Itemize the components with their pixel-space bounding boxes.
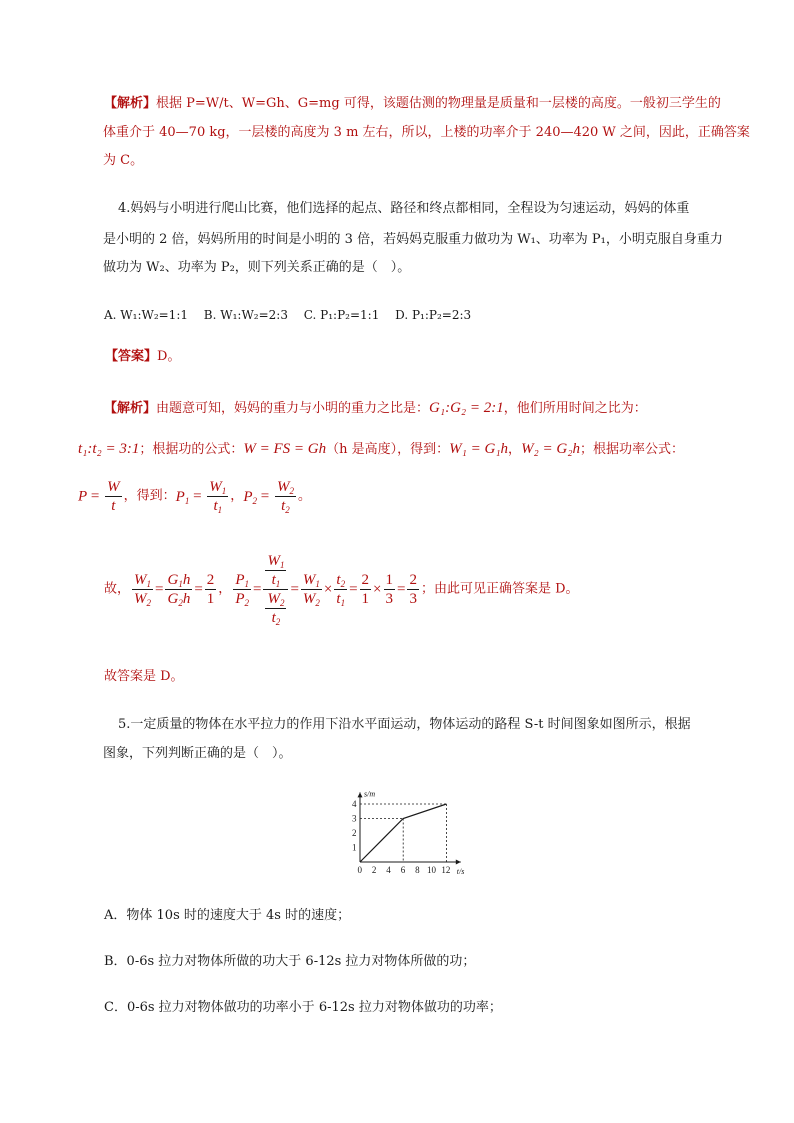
- q4-stem-line-2: 是小明的 2 倍，妈妈所用的时间是小明的 3 倍，若妈妈克服重力做功为 W₁、功率为 P₁，小明克服自身重力: [103, 232, 723, 247]
- answer-tag: 【答案】: [105, 349, 158, 364]
- series-line: [360, 804, 446, 862]
- analysis-line-3: 为 C。: [103, 153, 144, 168]
- analysis-tag: 【解析】: [104, 401, 157, 416]
- q5-stem-line-1: 5.一定质量的物体在水平拉力的作用下沿水平面运动，物体运动的路程 S-t 时间图象如图所示，根据: [118, 717, 691, 732]
- x-tick-label: 8: [415, 865, 420, 875]
- q5-option-b: B．0-6s 拉力对物体所做的功大于 6-12s 拉力对物体所做的功；: [104, 954, 476, 969]
- y-tick-label: 3: [352, 813, 357, 824]
- x-tick-label: 12: [441, 865, 451, 875]
- fraction-w-t: $\frac{W}{t}$: [107, 479, 120, 514]
- y-axis-arrow: [358, 792, 363, 797]
- q4-final-answer: 故答案是 D。: [104, 669, 184, 684]
- q5-stem-line-2: 图象，下列判断正确的是（ ）。: [103, 746, 292, 761]
- q4-stem-line-1: 4.妈妈与小明进行爬山比赛，他们选择的起点、路径和终点都相同，全程设为匀速运动，妈妈的体重: [118, 201, 690, 216]
- y-axis-label: s/m: [364, 789, 376, 799]
- analysis-line-1: 【解析】根据 P=W/t、W=Gh、G=mg 可得，该题估测的物理量是质量和一层楼的高度。一般初三学生的: [104, 96, 721, 111]
- compound-fraction: $\frac{\frac{W_1}{t_1}}{\frac{W_2}{t_2}}$: [263, 552, 288, 627]
- q4-stem-line-3: 做功为 W₂、功率为 P₂，则下列关系正确的是（ ）。: [103, 260, 411, 275]
- x-tick-label: 4: [386, 865, 391, 875]
- x-tick-label: 10: [427, 865, 436, 875]
- x-axis-arrow: [456, 860, 461, 865]
- q4-analysis-line-3: P = $\frac{W}{t}$ ，得到：$P_1$ = $\frac{W_1}{t_1}$ ，$P_2$ = $\frac{W_2}{t_2}$ 。: [78, 479, 311, 515]
- q4-answer-line: 【答案】D。: [105, 349, 181, 364]
- q4-analysis-line-2: t₁:t₂ = 3:1；根据功的公式：W = FS = Gh（h 是高度），得到：W₁ = G₁h，W₂ = G₂h；根据功率公式：: [78, 441, 684, 457]
- q4-analysis-line-4: 故， $\frac{W_1}{W_2}$ = $\frac{G_1h}{G_2h}$ = $\frac{2}{1}$ ， $\frac{P_1}{P_2}$ = $\frac{\frac{W_1}{t_1}}{\frac{W_2}{t_2}}$ = $\frac{W_1}{W_2}$ × $\frac{t_2}{t_1}$ = $\frac{2}{1}$ × $\frac{1}{3}$ = $\frac{2}{3}$ ；由此可见正确答案是 D。: [104, 553, 579, 627]
- q4-analysis-line-1: 【解析】由题意可知，妈妈的重力与小明的重力之比是：G₁:G₂ = 2:1，他们所用时间之比为：: [104, 400, 647, 416]
- q5-option-a: A．物体 10s 时的速度大于 4s 时的速度；: [104, 908, 351, 923]
- x-axis-label: t/s: [456, 867, 465, 876]
- q4-options: A. W₁:W₂=1:1 B. W₁:W₂=2:3 C. P₁:P₂=1:1 D. P₁:P₂=2:3: [104, 308, 472, 322]
- fraction-w1-t1: $\frac{W_1}{t_1}$: [209, 479, 227, 515]
- y-tick-label: 4: [352, 799, 357, 809]
- y-tick-label: 2: [352, 828, 357, 838]
- analysis-tag: 【解析】: [104, 96, 157, 111]
- analysis-line-2: 体重介于 40—70 kg，一层楼的高度为 3 m 左右，所以，上楼的功率介于 240—420 W 之间，因此，正确答案: [103, 125, 750, 140]
- fraction-w2-t2: $\frac{W_2}{t_2}$: [276, 479, 294, 515]
- s-t-chart: [340, 788, 480, 880]
- x-tick-label: 2: [371, 865, 377, 875]
- x-tick-label: 6: [400, 865, 406, 875]
- y-tick-label: 1: [352, 842, 357, 853]
- q5-option-c: C．0-6s 拉力对物体做功的功率小于 6-12s 拉力对物体做功的功率；: [104, 1000, 502, 1015]
- x-tick-label: 0: [357, 865, 362, 875]
